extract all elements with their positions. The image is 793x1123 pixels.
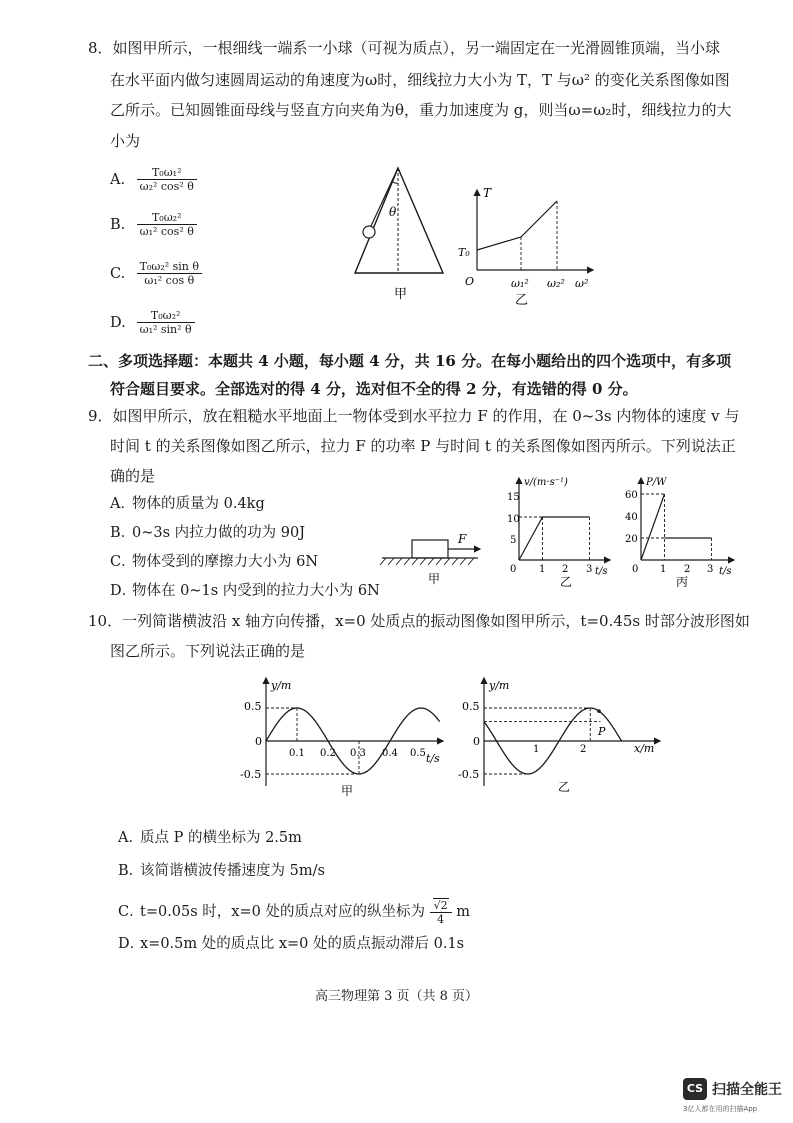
caption-jia: 甲	[428, 572, 441, 586]
q9-option-c: C．物体受到的摩擦力大小为 6N	[110, 554, 319, 570]
q8-option-b: B. $\frac{\text{T₀ω₂²}}{\text{ω₁² cos² θ}}$	[110, 211, 197, 238]
x-tick-1: 1	[533, 744, 540, 755]
x-tick-0.2: 0.2	[320, 748, 336, 759]
x-tick-2: 2	[684, 564, 691, 575]
x-tick-2: 2	[562, 564, 569, 575]
q9-option-b: B．0~3s 内拉力做的功为 90J	[110, 525, 306, 541]
x-tick-1: 1	[539, 564, 546, 575]
angle-arc	[392, 181, 398, 183]
x-tick-0.5: 0.5	[410, 748, 426, 759]
origin-label: 0	[255, 735, 262, 748]
t-curve	[477, 201, 557, 250]
origin-label: 0	[510, 564, 517, 575]
caption-jia: 甲	[341, 784, 354, 798]
caption-yi: 乙	[558, 780, 571, 794]
q10-option-a: A．质点 P 的横坐标为 2.5m	[118, 830, 302, 846]
q10-figure-jia	[238, 672, 450, 800]
q8-stem-line-2: 在水平面内做匀速圆周运动的角速度为ω时，细线拉力大小为 T，T 与ω² 的变化关系图像如图	[110, 71, 730, 89]
y-neg-label: -0.5	[458, 768, 480, 781]
p-ramp	[641, 494, 665, 560]
q9-option-a: A．物体的质量为 0.4kg	[110, 496, 265, 512]
q10-option-b: B．该简谐横波传播速度为 5m/s	[118, 863, 325, 879]
x-tick-1: 1	[660, 564, 667, 575]
y-tick-20: 20	[625, 534, 638, 545]
q10-option-c: C．t=0.05s 时，x=0 处的质点对应的纵坐标为 $\frac{√2}{4}$ m	[118, 899, 470, 926]
x-axis-label: t/s	[719, 566, 732, 577]
x-tick-0.4: 0.4	[382, 748, 398, 759]
q10-stem-line-2: 图乙所示。下列说法正确的是	[110, 642, 306, 660]
v-curve	[519, 517, 590, 560]
q8-option-a-fraction: $\frac{\text{T₀ω₁²}}{\text{ω₂² cos² θ}}$	[137, 166, 197, 193]
cone-outline	[355, 168, 443, 273]
caption-yi: 乙	[515, 293, 529, 308]
y-tick-40: 40	[625, 512, 638, 523]
y-tick-10: 10	[507, 514, 520, 525]
section2-heading-line-2: 符合题目要求。全部选对的得 4 分，选对但不全的得 2 分，有选错的得 0 分。	[110, 380, 638, 398]
origin-label: O	[465, 275, 475, 288]
q9-stem-line-1: 9．如图甲所示，放在粗糙水平地面上一物体受到水平拉力 F 的作用，在 0~3s 内物体的速度 v 与	[88, 407, 740, 425]
ball-icon	[363, 226, 375, 238]
caption-jia: 甲	[394, 287, 408, 302]
x-axis-label: ω²	[575, 277, 589, 290]
q8-option-c: C. $\frac{\text{T₀ω₂² sin θ}}{\text{ω₁² cos θ}}$	[110, 260, 202, 287]
q9-figure-yi	[498, 472, 616, 592]
q8-figure-jia	[345, 160, 455, 305]
q8-option-d-fraction: $\frac{\text{T₀ω₂²}}{\text{ω₁² sin² θ}}$	[137, 309, 195, 336]
point-p-label: P	[598, 725, 606, 738]
ground-hatch	[380, 558, 474, 565]
q10-stem-line-1: 10．一列简谐横波沿 x 轴方向传播，x=0 处质点的振动图像如图甲所示，t=0.45s 时部分波形图如	[88, 612, 750, 630]
x-tick-3: 3	[586, 564, 593, 575]
q9-stem-line-3: 确的是	[110, 467, 156, 485]
q10-option-d: D．x=0.5m 处的质点比 x=0 处的质点振动滞后 0.1s	[118, 936, 465, 952]
x-tick-3: 3	[707, 564, 714, 575]
block-rect	[412, 540, 448, 558]
y-tick-60: 60	[625, 490, 638, 501]
cs-badge-icon: CS	[683, 1078, 707, 1100]
page-footer: 高三物理第 3 页（共 8 页）	[314, 989, 479, 1004]
q9-option-d: D．物体在 0~1s 内受到的拉力大小为 6N	[110, 583, 380, 599]
y-tick-15: 15	[507, 492, 520, 503]
x-axis-label: x/m	[634, 742, 655, 755]
y-axis-label: v/(m·s⁻¹)	[524, 477, 568, 488]
point-p-marker	[597, 709, 601, 713]
q8-option-b-fraction: $\frac{\text{T₀ω₂²}}{\text{ω₁² cos² θ}}$	[137, 211, 197, 238]
t0-label: T₀	[458, 246, 470, 259]
q8-stem-line-1: 8．如图甲所示，一根细线一端系一小球（可视为质点），另一端固定在一光滑圆锥顶端，当小球	[88, 39, 721, 57]
origin-label: 0	[632, 564, 639, 575]
y-pos-label: 0.5	[244, 700, 262, 713]
q9-figure-jia	[378, 528, 490, 593]
q9-figure-bing	[620, 472, 740, 592]
logo-name: 扫描全能王	[712, 1082, 782, 1098]
q8-option-d: D. $\frac{\text{T₀ω₂²}}{\text{ω₁² sin² θ}}$	[110, 309, 195, 336]
angle-label: θ	[389, 205, 397, 219]
q10-option-c-fraction: $\frac{√2}{4}$	[430, 898, 452, 926]
tick-omega2: ω₂²	[547, 277, 565, 290]
caption-bing: 丙	[676, 575, 689, 589]
scanner-logo	[683, 1078, 793, 1118]
q8-stem-line-3: 乙所示。已知圆锥面母线与竖直方向夹角为θ，重力加速度为 g，则当ω=ω₂时，细线拉力的大	[110, 101, 732, 119]
origin-label: 0	[473, 735, 480, 748]
x-axis-label: t/s	[426, 752, 440, 765]
y-axis-label: T	[483, 186, 492, 200]
section2-heading-line-1: 二、多项选择题：本题共 4 小题，每小题 4 分，共 16 分。在每小题给出的四个选项中，有多项	[88, 352, 732, 370]
q10-figure-yi	[458, 672, 668, 800]
tick-omega1: ω₁²	[511, 277, 529, 290]
x-tick-0.1: 0.1	[289, 748, 305, 759]
force-label: F	[458, 532, 467, 546]
y-axis-label: P/W	[646, 477, 667, 488]
x-axis-label: t/s	[595, 566, 608, 577]
q8-figure-yi	[455, 180, 600, 310]
y-neg-label: -0.5	[240, 768, 262, 781]
x-tick-2: 2	[580, 744, 587, 755]
q8-option-c-fraction: $\frac{\text{T₀ω₂² sin θ}}{\text{ω₁² cos θ}}$	[137, 260, 202, 287]
caption-yi: 乙	[560, 575, 573, 589]
logo-slogan: 3亿人都在用的扫描App	[683, 1105, 758, 1113]
q8-option-a: A. $\frac{\text{T₀ω₁²}}{\text{ω₂² cos² θ}}$	[110, 166, 197, 193]
y-pos-label: 0.5	[462, 700, 480, 713]
x-tick-0.3: 0.3	[350, 748, 366, 759]
y-tick-5: 5	[510, 535, 517, 546]
q9-stem-line-2: 时间 t 的关系图像如图乙所示，拉力 F 的功率 P 与时间 t 的关系图像如图丙所示。下列说法正	[110, 437, 736, 455]
y-axis-label: y/m	[489, 679, 510, 692]
y-axis-label: y/m	[271, 679, 292, 692]
q8-stem-line-4: 小为	[110, 132, 141, 150]
